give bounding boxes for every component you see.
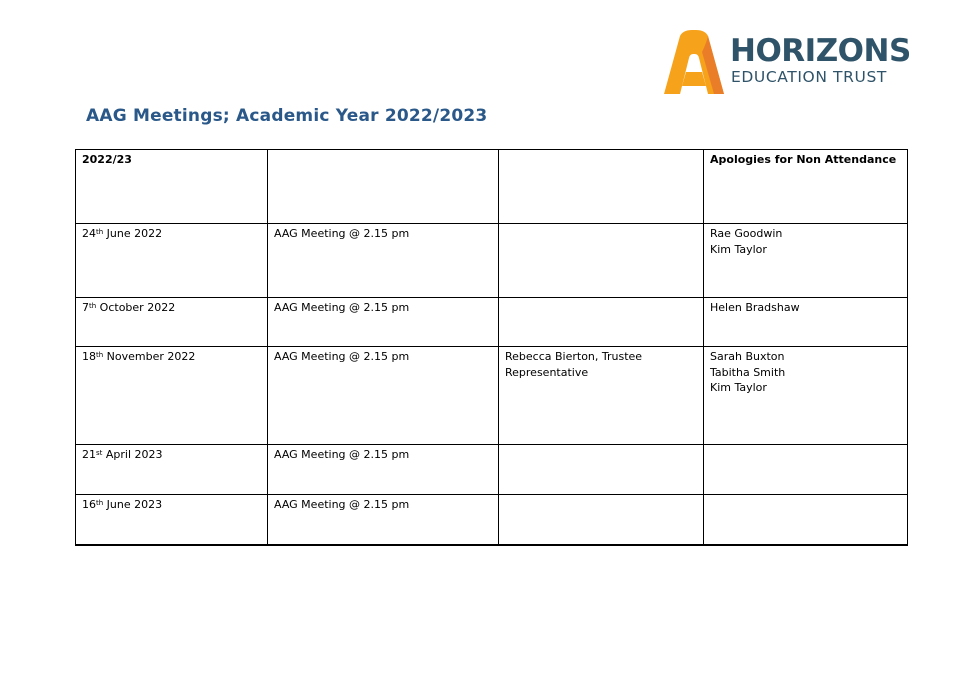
logo-title: HORIZONS [730, 33, 911, 69]
apologies-cell [704, 224, 908, 298]
date-day: 7 [82, 301, 89, 314]
date-suffix: th [96, 228, 104, 236]
meeting-notes [499, 224, 704, 298]
apology-name: Helen Bradshaw [710, 301, 800, 314]
date-day: 16 [82, 498, 96, 511]
meeting-notes [499, 495, 704, 545]
date-month-year: October 2022 [96, 301, 176, 314]
date-day: 18 [82, 350, 96, 363]
apologies-cell [704, 495, 908, 545]
meeting-date [76, 495, 268, 545]
date-month-year: April 2023 [102, 448, 163, 461]
meeting-notes [499, 347, 704, 445]
header-col2 [268, 150, 499, 224]
apology-name: Kim Taylor [710, 381, 767, 394]
meetings-table [75, 149, 908, 546]
meeting-description: AAG Meeting @ 2.15 pm [268, 224, 499, 298]
header-year: 2022/23 [76, 150, 268, 224]
date-day: 24 [82, 227, 96, 240]
meeting-description: AAG Meeting @ 2.15 pm [268, 347, 499, 445]
apologies-cell [704, 347, 908, 445]
table-row [76, 347, 908, 445]
date-month-year: June 2023 [103, 498, 163, 511]
table-row [76, 224, 908, 298]
note-line: Representative [505, 365, 589, 379]
date-month-year: June 2022 [103, 227, 163, 240]
meeting-date [76, 224, 268, 298]
horizons-logo [662, 28, 912, 98]
apologies-cell [704, 445, 908, 495]
date-suffix: st [96, 449, 103, 457]
apologies-cell [704, 298, 908, 347]
apology-name: Sarah Buxton [710, 350, 785, 363]
meeting-notes [499, 445, 704, 495]
table-header-row [76, 150, 908, 224]
meeting-description: AAG Meeting @ 2.15 pm [268, 445, 499, 495]
date-suffix: th [89, 302, 97, 310]
table-row [76, 495, 908, 545]
date-month-year: November 2022 [103, 350, 196, 363]
date-day: 21 [82, 448, 96, 461]
header-col3 [499, 150, 704, 224]
logo-subtitle: EDUCATION TRUST [731, 68, 887, 86]
apology-name: Rae Goodwin [710, 227, 783, 240]
header-apologies: Apologies for Non Attendance [704, 150, 908, 224]
horizons-a-logo-icon [662, 28, 726, 98]
meeting-description: AAG Meeting @ 2.15 pm [268, 298, 499, 347]
document-title: AAG Meetings; Academic Year 2022/2023 [86, 106, 488, 126]
date-suffix: th [96, 499, 104, 507]
note-line: Rebecca Bierton, Trustee [505, 350, 643, 363]
meeting-notes [499, 298, 704, 347]
table-row [76, 445, 908, 495]
meeting-date [76, 445, 268, 495]
apology-name: Tabitha Smith [710, 365, 786, 379]
table-row [76, 298, 908, 347]
meeting-description: AAG Meeting @ 2.15 pm [268, 495, 499, 545]
meeting-date [76, 347, 268, 445]
apology-name: Kim Taylor [710, 242, 767, 256]
date-suffix: th [96, 351, 104, 359]
meeting-date [76, 298, 268, 347]
